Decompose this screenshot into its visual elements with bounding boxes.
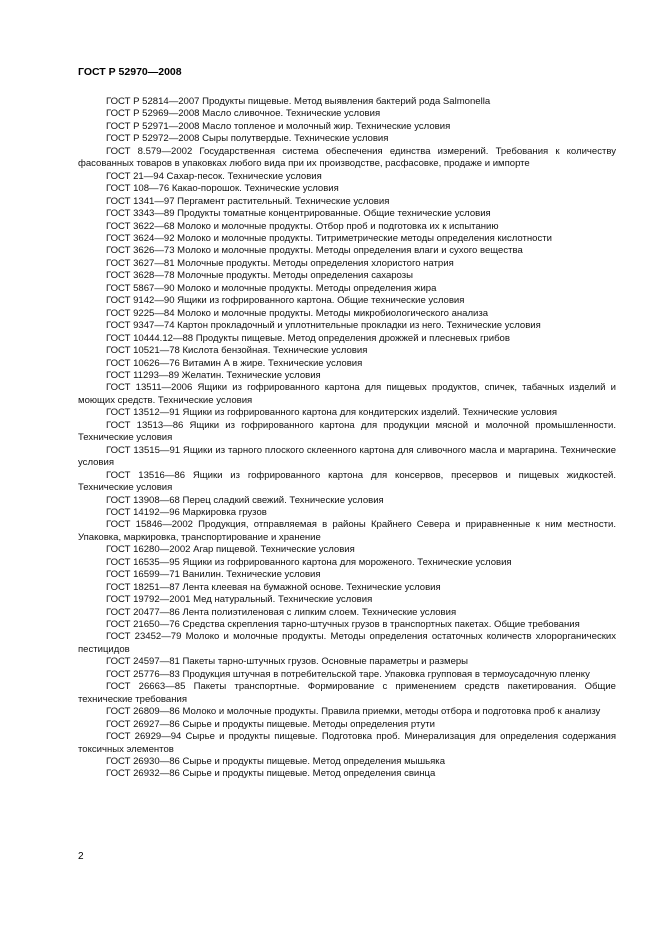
reference-item: ГОСТ 16535—95 Ящики из гофрированного картона для мороженого. Технические условия [106, 556, 512, 568]
reference-item: ГОСТ 8.579—2002 Государственная система обеспечения единства измерений. Требования к количеству фасованных товаров в упаковках любого вида при их производстве, расфасовке, продаже и импорте [78, 145, 616, 170]
reference-item: ГОСТ 26809—86 Молоко и молочные продукты. Правила приемки, методы отбора и подготовка проб к анализу [106, 706, 601, 718]
reference-item: ГОСТ 18251—87 Лента клеевая на бумажной основе. Технические условия [106, 581, 441, 593]
reference-item: ГОСТ 15846—2002 Продукция, отправляемая в районы Крайнего Севера и приравненные к ним местности. Упаковка, маркировка, транспортирование и хранение [78, 519, 616, 543]
reference-item: ГОСТ 14192—96 Маркировка грузов [106, 506, 267, 518]
reference-item: ГОСТ 3343—89 Продукты томатные концентрированные. Общие технические условия [106, 208, 491, 220]
page-number: 2 [78, 851, 84, 862]
reference-item: ГОСТ 9142—90 Ящики из гофрированного картона. Общие технические условия [106, 295, 465, 307]
reference-item: ГОСТ 13511—2006 Ящики из гофрированного картона для пищевых продуктов, спичек, табачных изделий и моющих средств. Технические условия [78, 382, 616, 406]
reference-item: ГОСТ 26930—86 Сырье и продукты пищевые. Метод определения мышьяка [106, 756, 445, 768]
reference-item: ГОСТ 20477—86 Лента полиэтиленовая с липким слоем. Технические условия [106, 606, 457, 618]
reference-item: ГОСТ 13516—86 Ящики из гофрированного картона для консервов, пресервов и пищевых жидкостей. Технические условия [78, 469, 616, 494]
reference-item: ГОСТ 10521—78 Кислота бензойная. Технические условия [106, 345, 368, 357]
reference-item: ГОСТ Р 52969—2008 Масло сливочное. Технические условия [106, 108, 381, 120]
reference-item: ГОСТ 10626—76 Витамин А в жире. Технические условия [106, 357, 363, 369]
reference-item: ГОСТ Р 52971—2008 Масло топленое и молочный жир. Технические условия [106, 120, 451, 132]
reference-item: ГОСТ 10444.12—88 Продукты пищевые. Метод определения дрожжей и плесневых грибов [106, 332, 510, 344]
reference-item: ГОСТ 3624—92 Молоко и молочные продукты. Титриметрические методы определения кислотности [106, 232, 552, 244]
reference-item: ГОСТ 9225—84 Молоко и молочные продукты. Методы микробиологического анализа [106, 307, 489, 319]
reference-item: ГОСТ 3627—81 Молочные продукты. Методы определения хлористого натрия [106, 257, 454, 269]
reference-item: ГОСТ 3628—78 Молочные продукты. Методы определения сахарозы [106, 270, 414, 282]
reference-item: ГОСТ 108—76 Какао-порошок. Технические условия [106, 183, 339, 195]
reference-item: ГОСТ 13515—91 Ящики из тарного плоского склеенного картона для сливочного масла и маргарина. Технические условия [78, 444, 616, 469]
reference-item: ГОСТ 13908—68 Перец сладкий свежий. Технические условия [106, 494, 384, 506]
reference-item: ГОСТ 26929—94 Сырье и продукты пищевые. Подготовка проб. Минерализация для определения содержания токсичных элементов [78, 731, 616, 755]
reference-item: ГОСТ 5867—90 Молоко и молочные продукты. Методы определения жира [106, 282, 437, 294]
reference-item: ГОСТ 13512—91 Ящики из гофрированного картона для кондитерских изделий. Технические условия [106, 407, 557, 419]
page-header-standard-number: ГОСТ Р 52970—2008 [78, 66, 182, 78]
reference-item: ГОСТ 16280—2002 Агар пищевой. Технические условия [106, 544, 355, 556]
reference-item: ГОСТ 21650—76 Средства скрепления тарно-штучных грузов в транспортных пакетах. Общие требования [106, 619, 580, 631]
reference-item: ГОСТ 25776—83 Продукция штучная в потребительской таре. Упаковка групповая в термоусадочную пленку [106, 668, 590, 680]
reference-item: ГОСТ 1341—97 Пергамент растительный. Технические условия [106, 195, 390, 207]
reference-item: ГОСТ 3626—73 Молоко и молочные продукты. Методы определения влаги и сухого вещества [106, 245, 523, 257]
reference-item: ГОСТ 26927—86 Сырье и продукты пищевые. Методы определения ртути [106, 718, 435, 730]
reference-item: ГОСТ 24597—81 Пакеты тарно-штучных грузов. Основные параметры и размеры [106, 656, 469, 668]
reference-item: ГОСТ Р 52814—2007 Продукты пищевые. Метод выявления бактерий рода Salmonella [106, 96, 491, 107]
reference-item: ГОСТ 26663—85 Пакеты транспортные. Формирование с применением средств пакетирования. Общие технические требования [78, 681, 616, 705]
reference-item: ГОСТ 23452—79 Молоко и молочные продукты. Методы определения остаточных количеств хлорорганических пестицидов [78, 631, 616, 655]
reference-item: ГОСТ 21—94 Сахар-песок. Технические условия [106, 170, 322, 182]
reference-item: ГОСТ 9347—74 Картон прокладочный и уплотнительные прокладки из него. Технические условия [106, 320, 541, 332]
reference-item: ГОСТ 13513—86 Ящики из гофрированного картона для продукции мясной и молочной промышленности. Технические условия [78, 419, 616, 444]
reference-item: ГОСТ Р 52972—2008 Сыры полутвердые. Технические условия [106, 133, 389, 145]
reference-item: ГОСТ 26932—86 Сырье и продукты пищевые. Метод определения свинца [106, 768, 436, 780]
reference-item: ГОСТ 16599—71 Ванилин. Технические условия [106, 569, 321, 581]
reference-item: ГОСТ 11293—89 Желатин. Технические условия [106, 369, 321, 381]
reference-item: ГОСТ 3622—68 Молоко и молочные продукты. Отбор проб и подготовка их к испытанию [106, 220, 499, 232]
reference-item: ГОСТ 19792—2001 Мед натуральный. Технические условия [106, 594, 373, 606]
normative-references-list [78, 96, 616, 781]
